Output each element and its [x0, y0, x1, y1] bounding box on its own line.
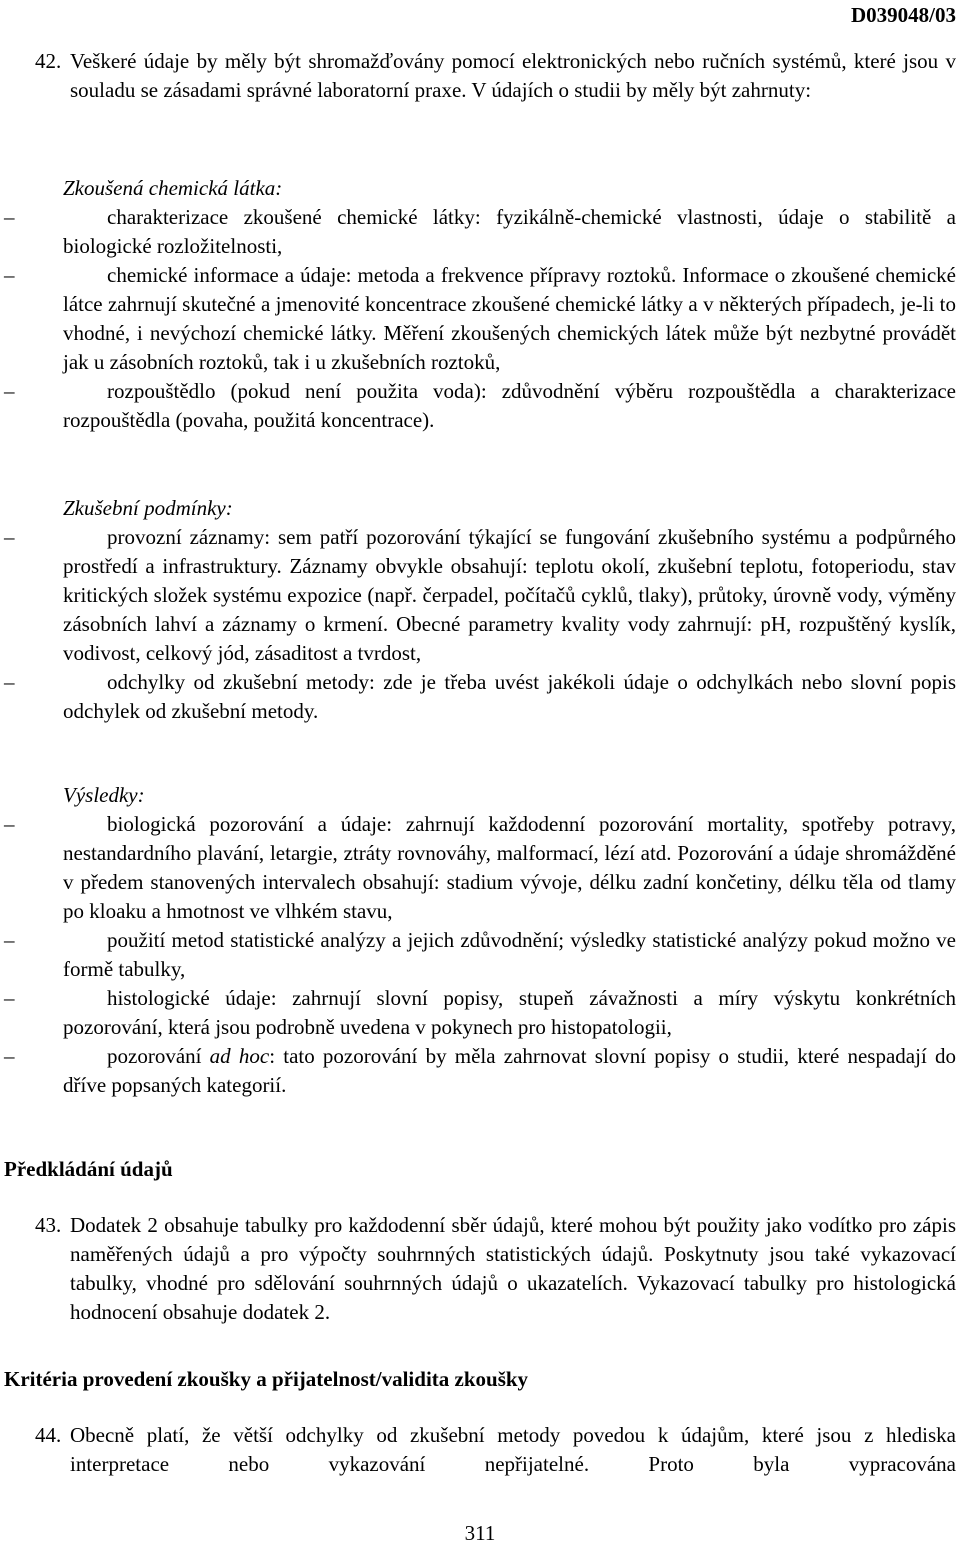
document-id: D039048/03 — [851, 3, 956, 27]
heading-text: Předkládání údajů — [4, 1157, 173, 1181]
paragraph-42 — [0, 47, 956, 105]
list-item — [0, 203, 956, 261]
paragraph-43 — [0, 1211, 956, 1327]
list-item — [0, 926, 956, 984]
section-results — [0, 781, 956, 1100]
dash-bullet: – — [4, 379, 15, 403]
dash-bullet: – — [4, 986, 15, 1010]
dash-bullet: – — [4, 205, 15, 229]
section-title: Zkoušená chemická látka: — [63, 176, 283, 200]
list-item — [0, 523, 956, 668]
section-heading-criteria — [0, 1365, 956, 1394]
dash-bullet: – — [4, 1044, 15, 1068]
paragraph-number: 43. — [35, 1213, 62, 1237]
list-item — [0, 984, 956, 1042]
list-item-text: biologická pozorování a údaje: zahrnují každodenní pozorování mortality, spotřeby potravy, nestandardního plavání, letargie, ztráty rovnováhy, malformací, lézí atd. Pozorování a údaje shromážděné v předem stanovených intervalech obsahují: stadium vývoje, délku zadní končetiny, délku těla od tlamy po kloaku a hmotnost ve vlhkém stavu, — [63, 812, 956, 923]
paragraph-text: Veškeré údaje by měly být shromažďovány pomocí elektronických nebo ručních systémů, které jsou v souladu se zásadami správné laboratorní praxe. V údajích o studii by měly být zahrnuty: — [70, 49, 956, 102]
list-item-text: odchylky od zkušební metody: zde je třeba uvést jakékoli údaje o odchylkách nebo slovní popis odchylek od zkušební metody. — [63, 670, 956, 723]
list-item-text: histologické údaje: zahrnují slovní popisy, stupeň závažnosti a míry výskytu konkrétních pozorování, která jsou podrobně uvedena v pokynech pro histopatologii, — [63, 986, 956, 1039]
dash-bullet: – — [4, 670, 15, 694]
list-item — [0, 810, 956, 926]
paragraph-number: 44. — [35, 1423, 62, 1447]
italic-term: ad hoc — [209, 1044, 270, 1068]
list-item — [0, 668, 956, 726]
dash-bullet: – — [4, 263, 15, 287]
paragraph-text: Dodatek 2 obsahuje tabulky pro každodenní sběr údajů, které mohou být použity jako vodítko pro zápis naměřených údajů a pro výpočty souhrnných statistických údajů. Poskytnuty jsou také vykazovací tabulky, vhodné pro sdělování souhrnných údajů o ukazatelích. Vykazovací tabulky pro histologická hodnocení obsahuje dodatek 2. — [70, 1213, 956, 1324]
dash-bullet: – — [4, 812, 15, 836]
paragraph-text: Obecně platí, že větší odchylky od zkušební metody povedou k údajům, které jsou z hlediska interpretace nebo vykazování nepřijatelné. Proto byla vypracována — [70, 1423, 956, 1476]
list-item-text: : tato pozorování by měla zahrnovat slovní popisy o studii, které nespadají do dříve popsaných kategorií. — [63, 1044, 956, 1097]
list-item-text: rozpouštědlo (pokud není použita voda): zdůvodnění výběru rozpouštědla a charakterizace rozpouštědla (povaha, použitá koncentrace). — [63, 379, 956, 432]
dash-bullet: – — [4, 525, 15, 549]
list-item — [0, 261, 956, 377]
paragraph-number: 42. — [35, 49, 62, 73]
section-heading-data-submission — [0, 1155, 956, 1184]
list-item-text: charakterizace zkoušené chemické látky: fyzikálně-chemické vlastnosti, údaje o stabilitě a biologické rozložitelnosti, — [63, 205, 956, 258]
section-test-conditions — [0, 494, 956, 726]
list-item-text: provozní záznamy: sem patří pozorování týkající se fungování zkušebního systému a podpůrného prostředí a infrastruktury. Záznamy obvykle obsahují: teplotu okolí, zkušební teplotu, fotoperiodu, stav kritických složek systému expozice (např. čerpadel, počítačů cyklů, tlaky), průtoky, úrovně vody, výměny zásobních lahví a záznamy o krmení. Obecné parametry kvality vody zahrnují: pH, rozpuštěný kyslík, vodivost, celkový jód, zásaditost a tvrdost, — [63, 525, 956, 665]
section-title: Výsledky: — [63, 783, 145, 807]
list-item — [0, 377, 956, 435]
section-test-chemical — [0, 174, 956, 435]
list-item — [0, 1042, 956, 1100]
list-item-text: pozorování — [107, 1044, 210, 1068]
list-item-text: chemické informace a údaje: metoda a frekvence přípravy roztoků. Informace o zkoušené chemické látce zahrnují skutečné a jmenovité koncentrace zkoušené chemické látky a v některých případech, je-li to vhodné, i nevýchozí chemické látky. Měření zkoušených chemických látek může být nezbytné provádět jak u zásobních roztoků, tak i u zkušebních roztoků, — [63, 263, 956, 374]
dash-bullet: – — [4, 928, 15, 952]
list-item-text: použití metod statistické analýzy a jejich zdůvodnění; výsledky statistické analýzy pokud možno ve formě tabulky, — [63, 928, 956, 981]
page-number: 311 — [464, 1521, 496, 1545]
section-title: Zkušební podmínky: — [63, 496, 233, 520]
heading-text: Kritéria provedení zkoušky a přijatelnost/validita zkoušky — [4, 1367, 529, 1391]
paragraph-44 — [0, 1421, 956, 1479]
